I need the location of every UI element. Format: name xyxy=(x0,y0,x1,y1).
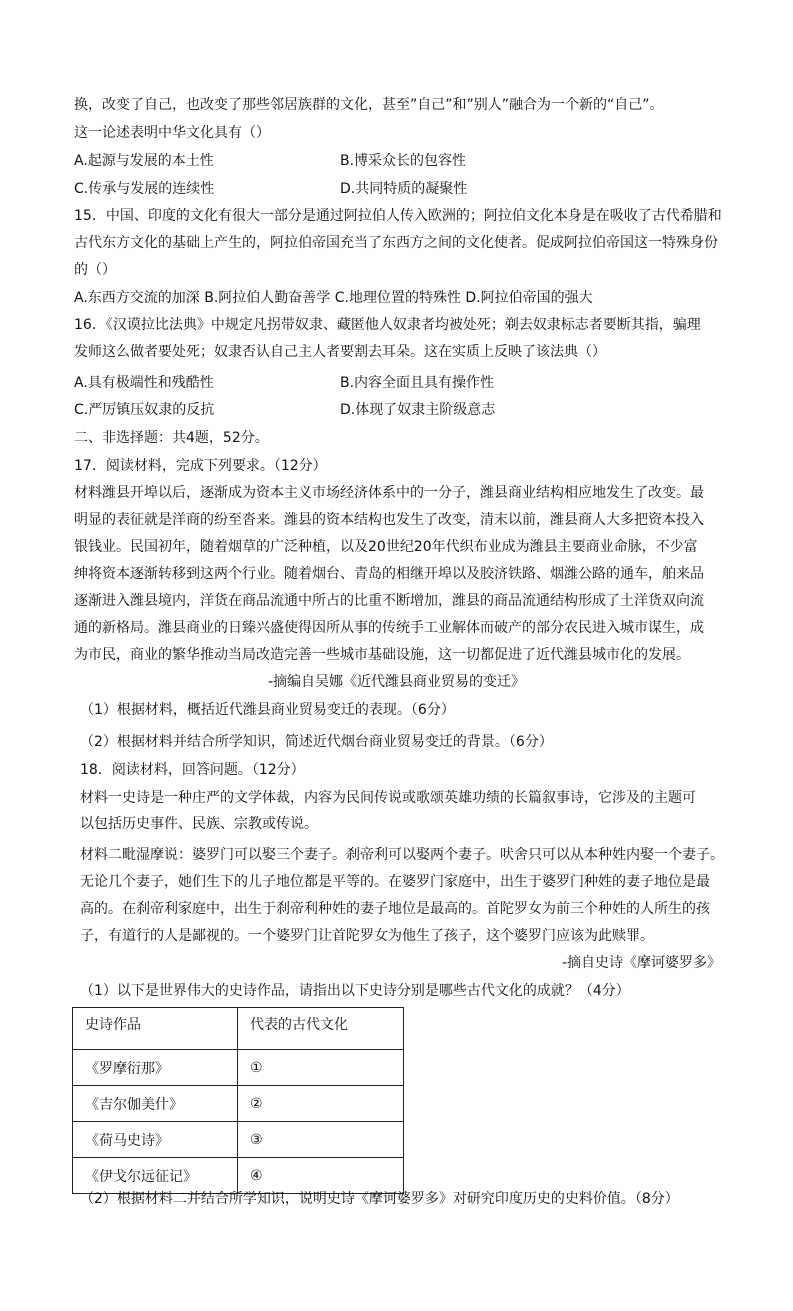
q18-material2-line-3: 高的。在刹帝利家庭中，出生于刹帝利种姓的妻子地位是最高的。首陀罗女为前三个种姓的人所生的孩 xyxy=(80,901,710,917)
table-row xyxy=(73,1122,404,1158)
table-cell-epic: 《吉尔伽美什》 xyxy=(73,1086,238,1122)
table-header-row xyxy=(73,1008,404,1050)
q17-material-1: 材料潍县开埠以后，逐渐成为资本主义市场经济体系中的一分子，潍县商业结构相应地发生了改变。最 xyxy=(74,485,704,501)
intro-line-2: 这一论述表明中华文化具有（） xyxy=(74,125,270,141)
table-cell-epic: 《伊戈尔远征记》 xyxy=(73,1158,238,1194)
q14-option-d: D.共同特质的凝聚性 xyxy=(340,181,468,197)
q14-option-b: B.博采众长的包容性 xyxy=(340,153,467,169)
q18-material2-line-4: 子，有道行的人是鄙视的。一个婆罗门让首陀罗女为他生了孩子，这个婆罗门应该为此赎罪。 xyxy=(80,928,654,944)
q16-line-2: 发师这么做者要处死；奴隶否认自己主人者要割去耳朵。这在实质上反映了该法典（） xyxy=(74,344,606,360)
q15-line-3: 的（） xyxy=(74,262,116,278)
table-header-culture: 代表的古代文化 xyxy=(238,1008,404,1050)
q15-line-2: 古代东方文化的基础上产生的，阿拉伯帝国充当了东西方之间的文化使者。促成阿拉伯帝国这一特殊身份 xyxy=(74,235,718,251)
q17-sub-1: （1）根据材料，概括近代潍县商业贸易变迁的表现。（6分） xyxy=(80,702,455,718)
intro-line-1: 换，改变了自己，也改变了那些邻居族群的文化，甚至”自己”和”别人”融合为一个新的“自己”。 xyxy=(74,97,664,113)
q16-option-d: D.体现了奴隶主阶级意志 xyxy=(340,402,496,418)
table-cell-culture: ① xyxy=(238,1050,404,1086)
q18-material2-line-2: 无论几个妻子，她们生下的儿子地位都是平等的。在婆罗门家庭中，出生于婆罗门种姓的妻子地位是最 xyxy=(80,874,710,890)
q17-material-3: 银钱业。民国初年，随着烟草的广泛种植，以及20世纪20年代织布业成为潍县主要商业命脉，不少富 xyxy=(74,539,698,555)
q18-material1-line-2: 以包括历史事件、民族、宗教或传说。 xyxy=(80,816,318,832)
table-cell-culture: ③ xyxy=(238,1122,404,1158)
table-cell-culture: ④ xyxy=(238,1158,404,1194)
q18-material2-line-1: 材料二毗湿摩说：婆罗门可以娶三个妻子。刹帝利可以娶两个妻子。吠舍只可以从本种姓内娶一个妻子。 xyxy=(80,847,724,863)
table-row xyxy=(73,1086,404,1122)
q18-sub-2: （2）根据材料二并结合所学知识，说明史诗《摩诃婆罗多》对研究印度历史的史料价值。（8分） xyxy=(80,1191,679,1207)
q17-material-6: 通的新格局。潍县商业的日臻兴盛使得因所从事的传统手工业解体而破产的部分农民进入城市谋生，成 xyxy=(74,620,704,636)
q17-source: -摘编自吴娜《近代潍县商业贸易的变迁》 xyxy=(268,674,526,690)
q17-sub-2: （2）根据材料并结合所学知识，简述近代烟台商业贸易变迁的背景。（6分） xyxy=(80,734,553,750)
q16-line-1: 16．《汉谟拉比法典》中规定凡拐带奴隶、藏匿他人奴隶者均被处死；剃去奴隶标志者要断其指，骗理 xyxy=(74,317,701,333)
q14-option-a: A.起源与发展的本土性 xyxy=(74,153,214,169)
q17-material-2: 明显的表征就是洋商的纷至沓来。潍县的资本结构也发生了改变，清末以前，潍县商人大多把资本投入 xyxy=(74,512,704,528)
q16-option-a: A.具有极端性和残酷性 xyxy=(74,375,214,391)
q18-material1-line-1: 材料一史诗是一种庄严的文学体裁，内容为民间传说或歌颂英雄功绩的长篇叙事诗，它涉及的主题可 xyxy=(80,790,696,806)
q17-material-7: 为市民，商业的繁华推动当局改造完善一些城市基础设施，这一切都促进了近代潍县城市化的发展。 xyxy=(74,647,690,663)
table-cell-epic: 《荷马史诗》 xyxy=(73,1122,238,1158)
q17-title: 17．阅读材料，完成下列要求。（12分） xyxy=(74,458,327,474)
q15-line-1: 15．中国、印度的文化有很大一部分是通过阿拉伯人传入欧洲的；阿拉伯文化本身是在吸收了古代希腊和 xyxy=(74,208,722,224)
table-row xyxy=(73,1158,404,1194)
table-row xyxy=(73,1050,404,1086)
table-cell-culture: ② xyxy=(238,1086,404,1122)
q15-options: A.东西方交流的加深 B.阿拉伯人勤奋善学 C.地理位置的特殊性 D.阿拉伯帝国的强大 xyxy=(74,290,593,306)
q18-sub-1: （1）以下是世界伟大的史诗作品，请指出以下史诗分别是哪些古代文化的成就？（4分） xyxy=(80,983,630,999)
section-heading: 二、非选择题：共4题，52分。 xyxy=(74,430,269,446)
q16-option-c: C.严厉镇压奴隶的反抗 xyxy=(74,402,215,418)
q14-option-c: C.传承与发展的连续性 xyxy=(74,181,215,197)
epic-table xyxy=(72,1007,404,1194)
q18-source: -摘自史诗《摩诃婆罗多》 xyxy=(561,955,721,971)
table-header-epic: 史诗作品 xyxy=(73,1008,238,1050)
q18-title: 18．阅读材料，回答问题。（12分） xyxy=(80,762,305,778)
q17-material-5: 逐渐进入潍县境内，洋货在商品流通中所占的比重不断增加，潍县的商品流通结构形成了土洋货双向流 xyxy=(74,593,704,609)
q16-option-b: B.内容全面且具有操作性 xyxy=(340,375,495,391)
table-cell-epic: 《罗摩衍那》 xyxy=(73,1050,238,1086)
q17-material-4: 绅将资本逐渐转移到这两个行业。随着烟台、青岛的相继开埠以及胶济铁路、烟潍公路的通车，舶来品 xyxy=(74,566,704,582)
